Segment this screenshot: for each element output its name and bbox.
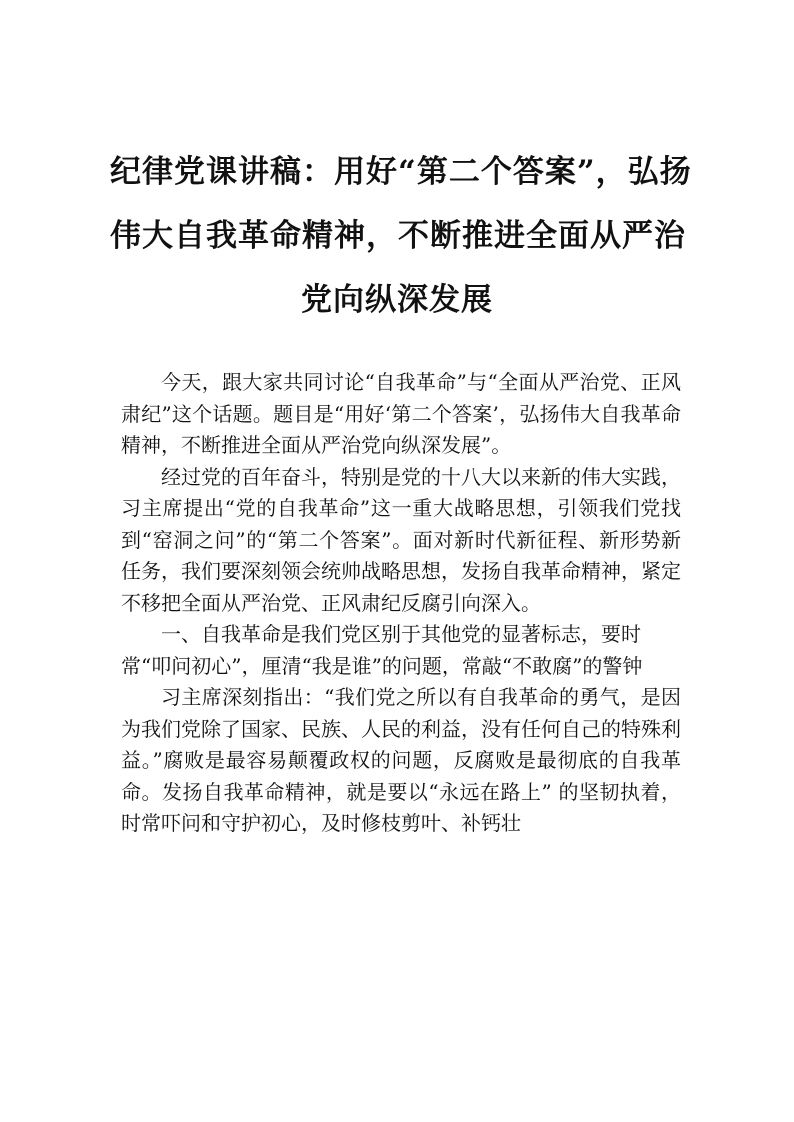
background-paragraph: 经过党的百年奋斗，特别是党的十八大以来新的伟大实践，习主席提出“党的自我革命”这一重大战略思想，引领我们党找到“窑洞之问”的“第二个答案”。面对新时代新征程、新形势新任务，我们要深刻领会统帅战略思想，发扬自我革命精神，紧定不移把全面从严治党、正风肃纪反腐引向深入。 <box>121 464 681 615</box>
title-line-3: 党向纵深发展 <box>301 282 493 318</box>
intro-paragraph: 今天，跟大家共同讨论“自我革命”与“全面从严治党、正风肃纪”这个话题。题目是“用好‘第二个答案’，弘扬伟大自我革命精神，不断推进全面从严治党向纵深发展”。 <box>121 370 681 457</box>
title-line-2: 伟大自我革命精神，不断推进全面从严治 <box>110 218 686 254</box>
title-line-1: 纪律党课讲稿：用好“第二个答案”，弘扬 <box>110 154 692 190</box>
document-body <box>121 367 681 840</box>
section-heading-1: 一、自我革命是我们党区别于其他党的显著标志，要时常“叩问初心”，厘清“我是谁”的问题，常敲“不敢腐”的警钟 <box>121 622 643 678</box>
section-paragraph-1: 习主席深刻指出：“我们党之所以有自我革命的勇气，是因为我们党除了国家、民族、人民的利益，没有任何自己的特殊利益。”腐败是最容易颠覆政权的问题，反腐败是最彻底的自我革命。发扬自我革命精神，就是要以“永远在路上” 的坚韧执着，时常吓问和守护初心，及时修枝剪叶、补钙壮 <box>121 685 681 835</box>
document-title <box>110 140 692 332</box>
